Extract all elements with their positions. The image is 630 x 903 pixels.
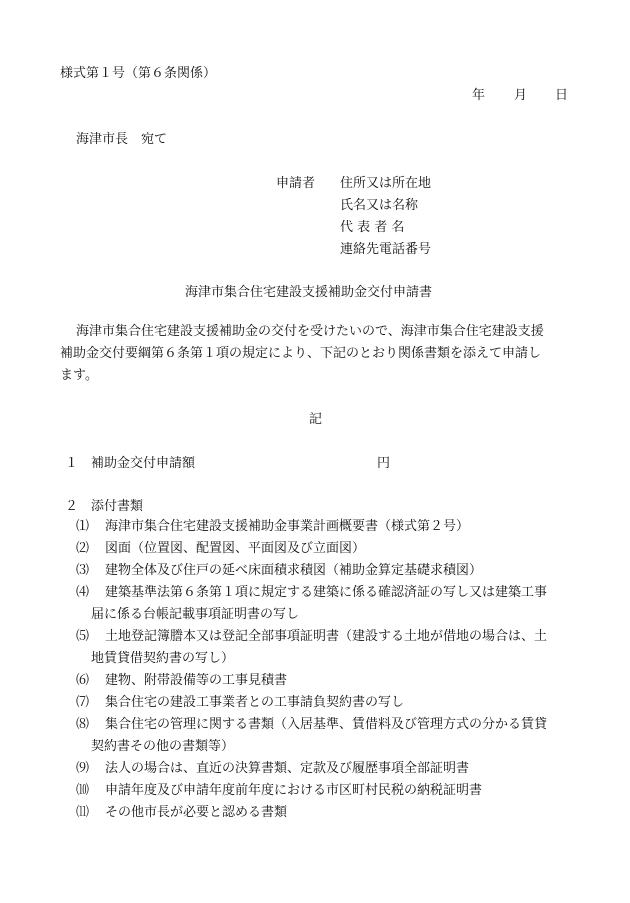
attachment-11-number: ⑾ xyxy=(76,805,90,820)
attachment-10-text: 申請年度及び申請年度前年度における市区町村民税の納税証明書 xyxy=(105,783,483,798)
ki-heading: 記 xyxy=(309,412,323,427)
attachment-2-number: ⑵ xyxy=(76,541,90,556)
applicant-address-label: 住所又は所在地 xyxy=(340,176,432,191)
attachment-8-text: 集合住宅の管理に関する書類（入居基準、賃借料及び管理方式の分かる賃貸 xyxy=(105,717,548,732)
attachment-1-number: ⑴ xyxy=(76,519,90,534)
body-text-line-2: 補助金交付要綱第６条第１項の規定により、下記のとおり関係書類を添えて申請し xyxy=(60,346,542,361)
applicant-name-label: 氏名又は名称 xyxy=(340,198,419,213)
date-day: 日 xyxy=(555,88,569,103)
attachment-2-text: 図面（位置図、配置図、平面図及び立面図） xyxy=(105,541,366,556)
attachment-9-number: ⑼ xyxy=(76,761,90,776)
attachment-7-number: ⑺ xyxy=(76,695,90,710)
yen-unit: 円 xyxy=(377,456,391,471)
attachment-11-text: その他市長が必要と認める書類 xyxy=(105,805,288,820)
section-1-number: １ xyxy=(65,456,79,471)
attachment-1-text: 海津市集合住宅建設支援補助金事業計画概要書（様式第２号） xyxy=(105,519,470,534)
attachment-3-text: 建物全体及び住戸の延べ床面積求積図（補助金算定基礎求積図） xyxy=(105,563,483,578)
section-1-label: 補助金交付申請額 xyxy=(91,456,196,471)
body-text-line-3: ます。 xyxy=(60,368,98,383)
attachment-3-number: ⑶ xyxy=(76,563,90,578)
body-text-line-1: 海津市集合住宅建設支援補助金の交付を受けたいので、海津市集合住宅建設支援 xyxy=(76,324,544,339)
attachment-8-text-cont: 契約書その他の書類等） xyxy=(91,739,235,754)
attachment-5-number: ⑸ xyxy=(76,629,90,644)
attachment-8-number: ⑻ xyxy=(76,717,90,732)
attachment-4-text-cont: 届に係る台帳記載事項証明書の写し xyxy=(91,607,300,622)
addressee: 海津市長 宛て xyxy=(76,132,168,147)
section-2-label: 添付書類 xyxy=(91,499,144,514)
attachment-5-text-cont: 地賃貸借契約書の写し） xyxy=(91,651,235,666)
date-month: 月 xyxy=(514,88,528,103)
date-year: 年 xyxy=(472,88,486,103)
section-2-number: ２ xyxy=(65,499,79,514)
attachment-5-text: 土地登記簿謄本又は登記全部事項証明書（建設する土地が借地の場合は、土 xyxy=(105,629,548,644)
attachment-10-number: ⑽ xyxy=(76,783,90,798)
form-label: 様式第１号（第６条関係） xyxy=(60,66,217,81)
attachment-9-text: 法人の場合は、直近の決算書類、定款及び履歴事項全部証明書 xyxy=(105,761,470,776)
attachment-7-text: 集合住宅の建設工事業者との工事請負契約書の写し xyxy=(105,695,405,710)
applicant-phone-label: 連絡先電話番号 xyxy=(340,242,432,257)
document-title: 海津市集合住宅建設支援補助金交付申請書 xyxy=(185,285,433,300)
applicant-label: 申請者 xyxy=(276,176,316,191)
applicant-representative-label: 代 表 者 名 xyxy=(340,220,405,235)
attachment-6-number: ⑹ xyxy=(76,673,90,688)
attachment-4-text: 建築基準法第６条第１項に規定する建築に係る確認済証の写し又は建築工事 xyxy=(105,585,548,600)
attachment-6-text: 建物、附帯設備等の工事見積書 xyxy=(105,673,288,688)
attachment-4-number: ⑷ xyxy=(76,585,90,600)
